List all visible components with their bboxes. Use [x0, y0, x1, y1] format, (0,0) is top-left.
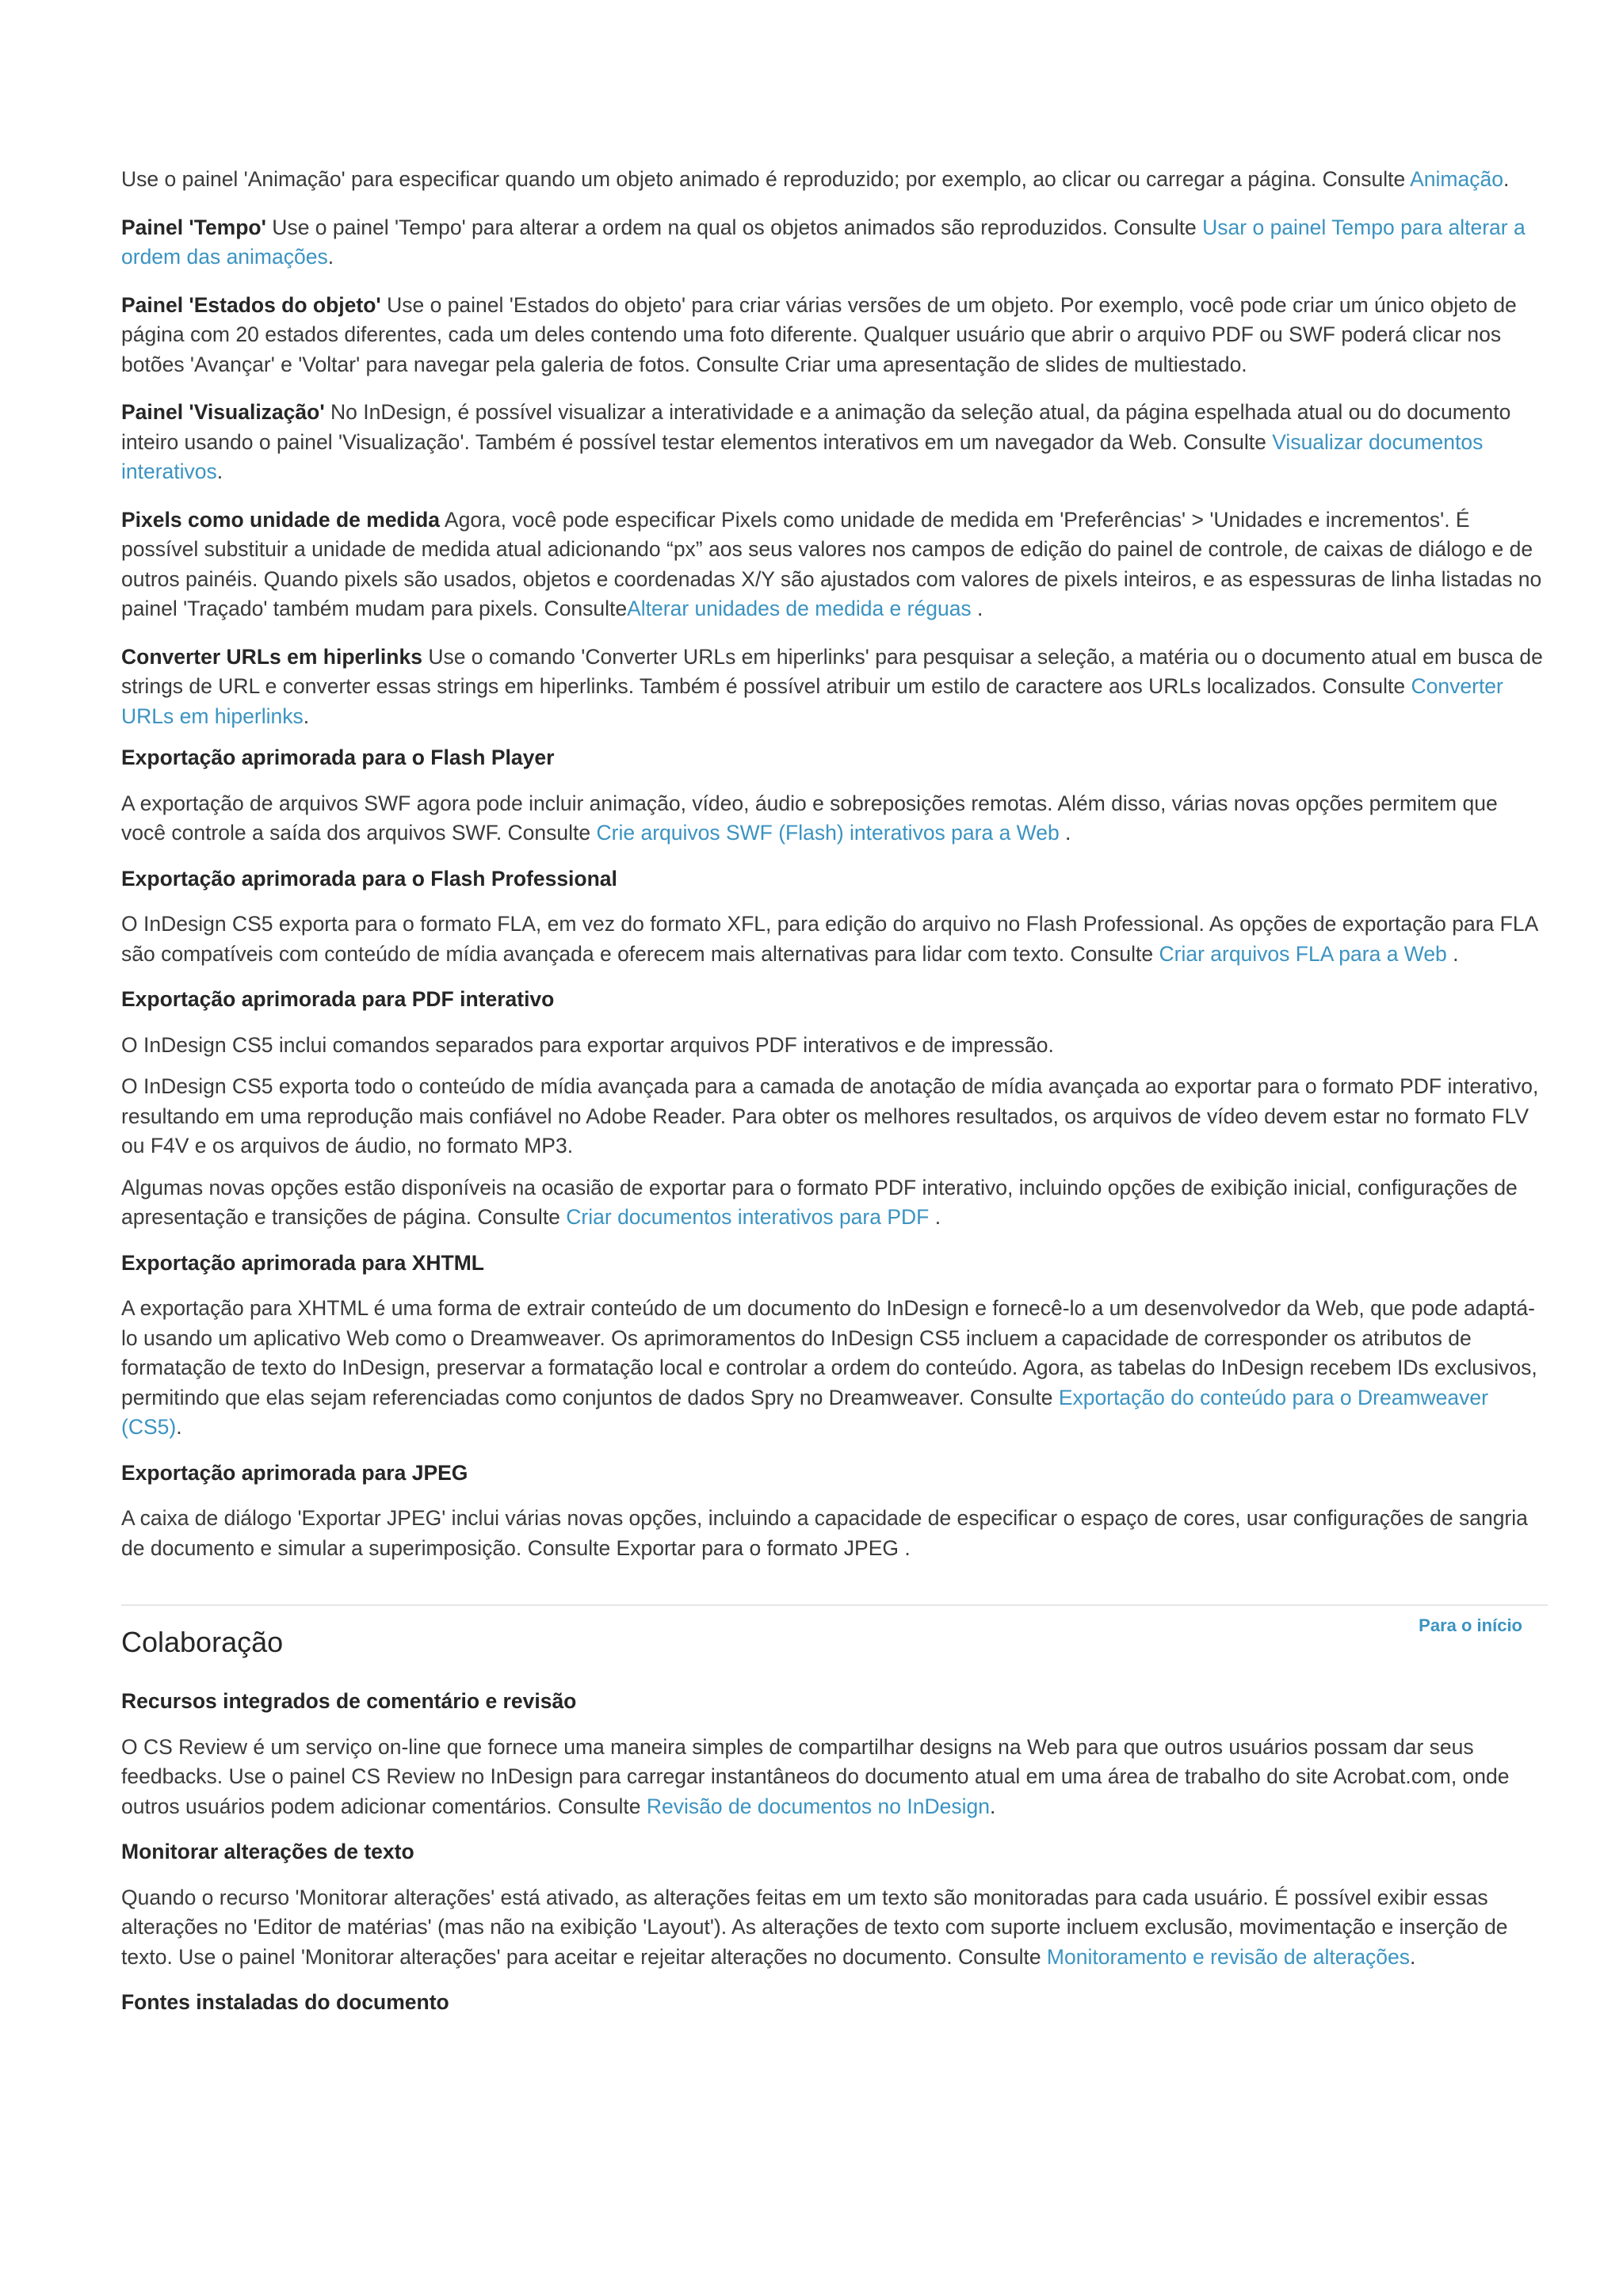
paragraph-xhtml: A exportação para XHTML é uma forma de extrair conteúdo de um documento do InDesign e fornecê-lo a um desenvolvedor da Web, que pode adaptá-lo usando um aplicativo Web como o Dreamweaver. Os aprimoramentos do InDesign CS5 incluem a capacidade de corresponder os atributos de formatação de texto do InDesign, preservar a formatação local e controlar a ordem do conteúdo. Agora, as tabelas do InDesign recebem IDs exclusivos, permitindo que elas sejam referenciadas como conjuntos de dados Spry no Dreamweaver. Consulte Exportação do conteúdo para o Dreamweaver (CS5).: [121, 1296, 1537, 1439]
link-convert-urls[interactable]: Converter URLs em hiperlinks: [121, 674, 1503, 728]
paragraph-pdf-3: Algumas novas opções estão disponíveis na ocasião de exportar para o formato PDF interativo, incluindo opções de exibição inicial, configurações de apresentação e transições de página. Consulte Criar documentos interativos para PDF .: [121, 1175, 1518, 1229]
term-preview-panel: Painel 'Visualização': [121, 400, 325, 424]
paragraph-review: O CS Review é um serviço on-line que fornece uma maneira simples de compartilhar designs na Web para que outros usuários possam dar seus feedbacks. Use o painel CS Review no InDesign para carregar instantâneos do documento atual em uma área de trabalho do site Acrobat.com, onde outros usuários podem adicionar comentários. Consulte Revisão de documentos no InDesign.: [121, 1734, 1510, 1818]
section-header-collaboration: [121, 1604, 1548, 1671]
term-timing-panel: Painel 'Tempo': [121, 215, 266, 239]
paragraph-pdf-2: O InDesign CS5 exporta todo o conteúdo de mídia avançada para a camada de anotação de mídia avançada ao exportar para o formato PDF interativo, resultando em uma reprodução mais confiável no Adobe Reader. Para obter os melhores resultados, os arquivos de vídeo devem estar no formato FLV ou F4V e os arquivos de áudio, no formato MP3.: [121, 1074, 1539, 1158]
link-preview-documents[interactable]: Visualizar documentos interativos: [121, 429, 1484, 483]
heading-xhtml: Exportação aprimorada para XHTML: [121, 1250, 484, 1275]
term-pixels-unit: Pixels como unidade de medida: [121, 507, 441, 532]
paragraph-object-states: Painel 'Estados do objeto' Use o painel 'Estados do objeto' para criar várias versões de um objeto. Por exemplo, você pode criar um único objeto de página com 20 estados diferentes, cada um deles contendo uma foto diferente. Qualquer usuário que abrir o arquivo PDF ou SWF poderá clicar nos botões 'Avançar' e 'Voltar' para navegar pela galeria de fotos. Consulte Criar uma apresentação de slides de multiestado.: [121, 292, 1517, 376]
link-document-review[interactable]: Revisão de documentos no InDesign: [646, 1794, 990, 1818]
heading-jpeg: Exportação aprimorada para JPEG: [121, 1460, 468, 1485]
heading-document-fonts: Fontes instaladas do documento: [121, 1990, 449, 2014]
link-timing-panel[interactable]: Usar o painel Tempo para alterar a ordem das animações: [121, 215, 1526, 269]
link-track-changes[interactable]: Monitoramento e revisão de alterações: [1046, 1944, 1411, 1969]
term-object-states: Painel 'Estados do objeto': [121, 292, 381, 317]
main-content: [121, 165, 1548, 2018]
back-to-top-link[interactable]: Para o início: [1419, 1615, 1522, 1635]
link-interactive-pdf[interactable]: Criar documentos interativos para PDF: [566, 1205, 935, 1229]
link-fla-files[interactable]: Criar arquivos FLA para a Web: [1159, 941, 1453, 966]
heading-review: Recursos integrados de comentário e revisão: [121, 1689, 577, 1713]
link-swf-files[interactable]: Crie arquivos SWF (Flash) interativos para a Web: [596, 821, 1066, 845]
paragraph-flash-player: A exportação de arquivos SWF agora pode incluir animação, vídeo, áudio e sobreposições remotas. Além disso, várias novas opções permitem que você controle a saída dos arquivos SWF. Consulte Crie arquivos SWF (Flash) interativos para a Web .: [121, 791, 1498, 845]
paragraph-jpeg: A caixa de diálogo 'Exportar JPEG' inclui várias novas opções, incluindo a capacidade de especificar o espaço de cores, usar configurações de sangria de documento e simular a superimposição. Consulte Exportar para o formato JPEG .: [121, 1506, 1528, 1560]
paragraph-convert-urls: Converter URLs em hiperlinks Use o comando 'Converter URLs em hiperlinks' para pesquisar a seleção, a matéria ou o documento atual em busca de strings de URL e converter essas strings em hiperlinks. Também é possível atribuir um estilo de caractere aos URLs localizados. Consulte Converter URLs em hiperlinks.: [121, 644, 1543, 728]
link-dreamweaver-export[interactable]: Exportação do conteúdo para o Dreamweaver (CS5): [121, 1385, 1488, 1439]
heading-flash-professional: Exportação aprimorada para o Flash Professional: [121, 866, 617, 891]
heading-interactive-pdf: Exportação aprimorada para PDF interativo: [121, 987, 555, 1011]
paragraph-preview-panel: Painel 'Visualização' No InDesign, é possível visualizar a interatividade e a animação da seleção atual, da página espelhada atual ou do documento inteiro usando o painel 'Visualização'. Também é possível testar elementos interativos em um navegador da Web. Consulte Visualizar documentos interativos.: [121, 400, 1511, 483]
heading-flash-player: Exportação aprimorada para o Flash Player: [121, 746, 555, 769]
heading-track-changes: Monitorar alterações de texto: [121, 1840, 414, 1863]
paragraph-pixels-unit: Pixels como unidade de medida Agora, você pode especificar Pixels como unidade de medida em 'Preferências' > 'Unidades e incrementos'. É possível substituir a unidade de medida atual adicionando “px” aos seus valores nos campos de edição do painel de controle, de caixas de diálogo e de outros painéis. Quando pixels são usados, objetos e coordenadas X/Y são ajustados com valores de pixels inteiros, e as espessuras de linha listadas no painel 'Traçado' também mudam para pixels. ConsulteAlterar unidades de medida e réguas .: [121, 507, 1542, 620]
paragraph-pdf-1: O InDesign CS5 inclui comandos separados para exportar arquivos PDF interativos e de impressão.: [121, 1032, 1054, 1057]
paragraph-track-changes: Quando o recurso 'Monitorar alterações' está ativado, as alterações feitas em um texto são monitoradas para cada usuário. É possível exibir essas alterações no 'Editor de matérias' (mas não na exibição 'Layout'). As alterações de texto com suporte incluem exclusão, movimentação e inserção de texto. Use o painel 'Monitorar alterações' para aceitar e rejeitar alterações no documento. Consulte Monitoramento e revisão de alterações.: [121, 1885, 1508, 1969]
paragraph-animation: Use o painel 'Animação' para especificar quando um objeto animado é reproduzido; por exemplo, ao clicar ou carregar a página. Consulte Animação.: [121, 167, 1510, 191]
paragraph-timing-panel: Painel 'Tempo' Use o painel 'Tempo' para alterar a ordem na qual os objetos animados são reproduzidos. Consulte Usar o painel Tempo para alterar a ordem das animações.: [121, 215, 1526, 269]
link-animation[interactable]: Animação: [1410, 167, 1503, 191]
term-convert-urls: Converter URLs em hiperlinks: [121, 644, 422, 669]
section-title: Colaboração: [121, 1626, 284, 1658]
paragraph-flash-professional: O InDesign CS5 exporta para o formato FLA, em vez do formato XFL, para edição do arquivo no Flash Professional. As opções de exportação para FLA são compatíveis com conteúdo de mídia avançada e oferecem mais alternativas para lidar com texto. Consulte Criar arquivos FLA para a Web .: [121, 912, 1537, 966]
link-measurement-units[interactable]: Alterar unidades de medida e réguas: [627, 597, 978, 620]
